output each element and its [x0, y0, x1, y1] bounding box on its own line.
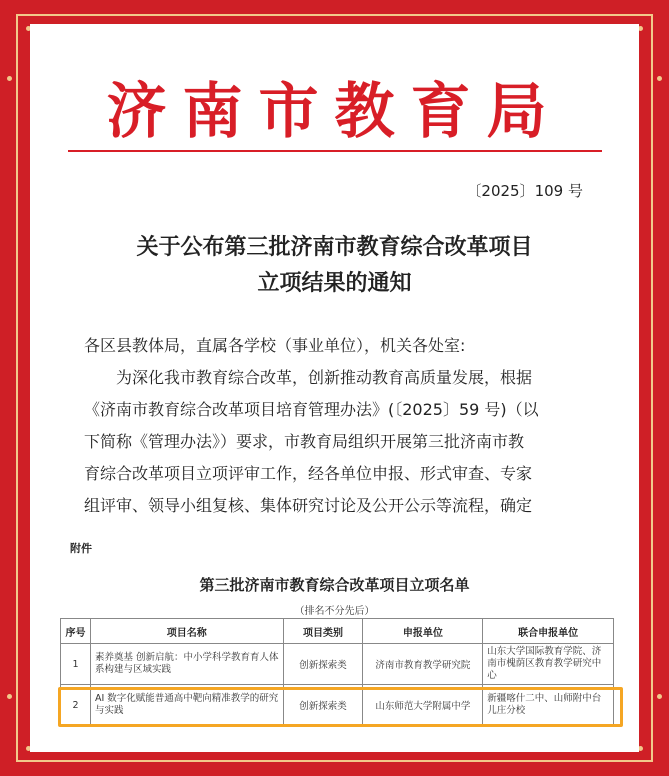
table-note: （排名不分先后）: [294, 606, 375, 617]
red-divider: [68, 150, 602, 152]
notice-title-line1: 关于公布第三批济南市教育综合改革项目: [136, 234, 533, 260]
applicant-unit: 济南市教育教学研究院: [363, 644, 483, 685]
applicant-unit: 山东师范大学附属中学: [363, 685, 483, 726]
partner-unit: 山东大学国际教育学院、济南市槐荫区教育教学研究中心: [483, 644, 614, 685]
row-number: 2: [61, 685, 91, 726]
project-category: 创新探索类: [283, 644, 363, 685]
body-line: 为深化我市教育综合改革，创新推动教育高质量发展，根据: [116, 368, 533, 387]
table-title: 第三批济南市教育综合改革项目立项名单: [199, 576, 470, 594]
highlight-box: [58, 687, 623, 727]
corner-dot: [7, 76, 12, 81]
corner-dot: [657, 76, 662, 81]
attachment-label: 附件: [70, 542, 92, 555]
column-header: 联合申报单位: [483, 619, 614, 644]
body-line: 组评审、领导小组复核、集体研究讨论及公开公示等流程，确定: [84, 496, 533, 515]
corner-dot: [657, 694, 662, 699]
body-text: [84, 330, 596, 522]
issuer-title: 济南市教育局: [106, 77, 563, 147]
body-line: 《济南市教育综合改革项目培育管理办法》(〔2025〕59 号)（以: [84, 400, 539, 419]
row-number: 1: [61, 644, 91, 685]
notice-title-line2: 立项结果的通知: [257, 270, 412, 296]
body-line: 各区县教体局，直属各学校（事业单位），机关各处室:: [84, 336, 466, 355]
body-line: 下简称《管理办法》）要求，市教育局组织开展第三批济南市教: [84, 432, 525, 451]
project-name: 素养奠基 创新启航：中小学科学教育育人体系构建与区域实践: [90, 644, 283, 685]
table-header-row: [61, 619, 614, 644]
column-header: 项目类别: [283, 619, 363, 644]
column-header: 序号: [61, 619, 91, 644]
document-number: 〔2025〕109 号: [466, 182, 583, 200]
project-category: 创新探索类: [283, 685, 363, 726]
column-header: 项目名称: [90, 619, 283, 644]
table-row: [61, 644, 614, 685]
project-name: AI 数字化赋能普通高中靶向精准教学的研究与实践: [90, 685, 283, 726]
body-line: 育综合改革项目立项评审工作，经各单位申报、形式审查、专家: [84, 464, 533, 483]
column-header: 申报单位: [363, 619, 483, 644]
partner-unit: 新疆喀什二中、山师附中台儿庄分校: [483, 685, 614, 726]
document-paper: [30, 24, 639, 752]
corner-dot: [7, 694, 12, 699]
